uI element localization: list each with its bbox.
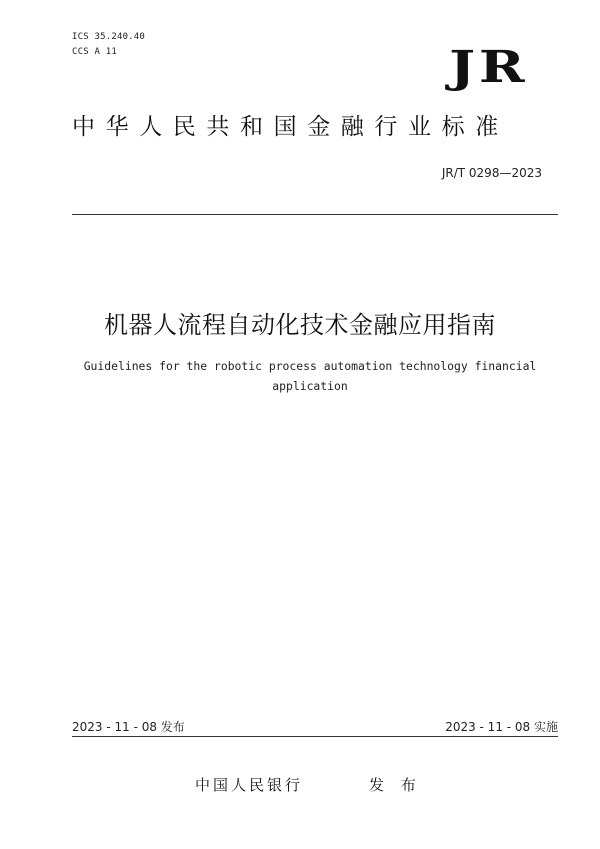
issue-date: 2023 - 11 - 08 发布 <box>72 720 185 734</box>
document-title-chinese: 机器人流程自动化技术金融应用指南 <box>104 311 496 339</box>
industry-standard-title: 中华人民共和国金融行业标准 <box>72 114 509 140</box>
issuing-authority: 中国人民银行 <box>195 776 304 794</box>
ics-code: ICS 35.240.40 <box>72 32 146 42</box>
standard-number: JR/T 0298—2023 <box>441 166 542 180</box>
issue-label: 发 布 <box>369 776 422 794</box>
ccs-code: CCS A 11 <box>72 47 117 57</box>
implementation-date: 2023 - 11 - 08 实施 <box>445 720 558 734</box>
top-divider <box>72 214 558 215</box>
bottom-divider <box>72 736 558 737</box>
jr-logo: JR <box>448 42 528 93</box>
document-title-english: Guidelines for the robotic process automation technology financial application <box>83 359 537 393</box>
